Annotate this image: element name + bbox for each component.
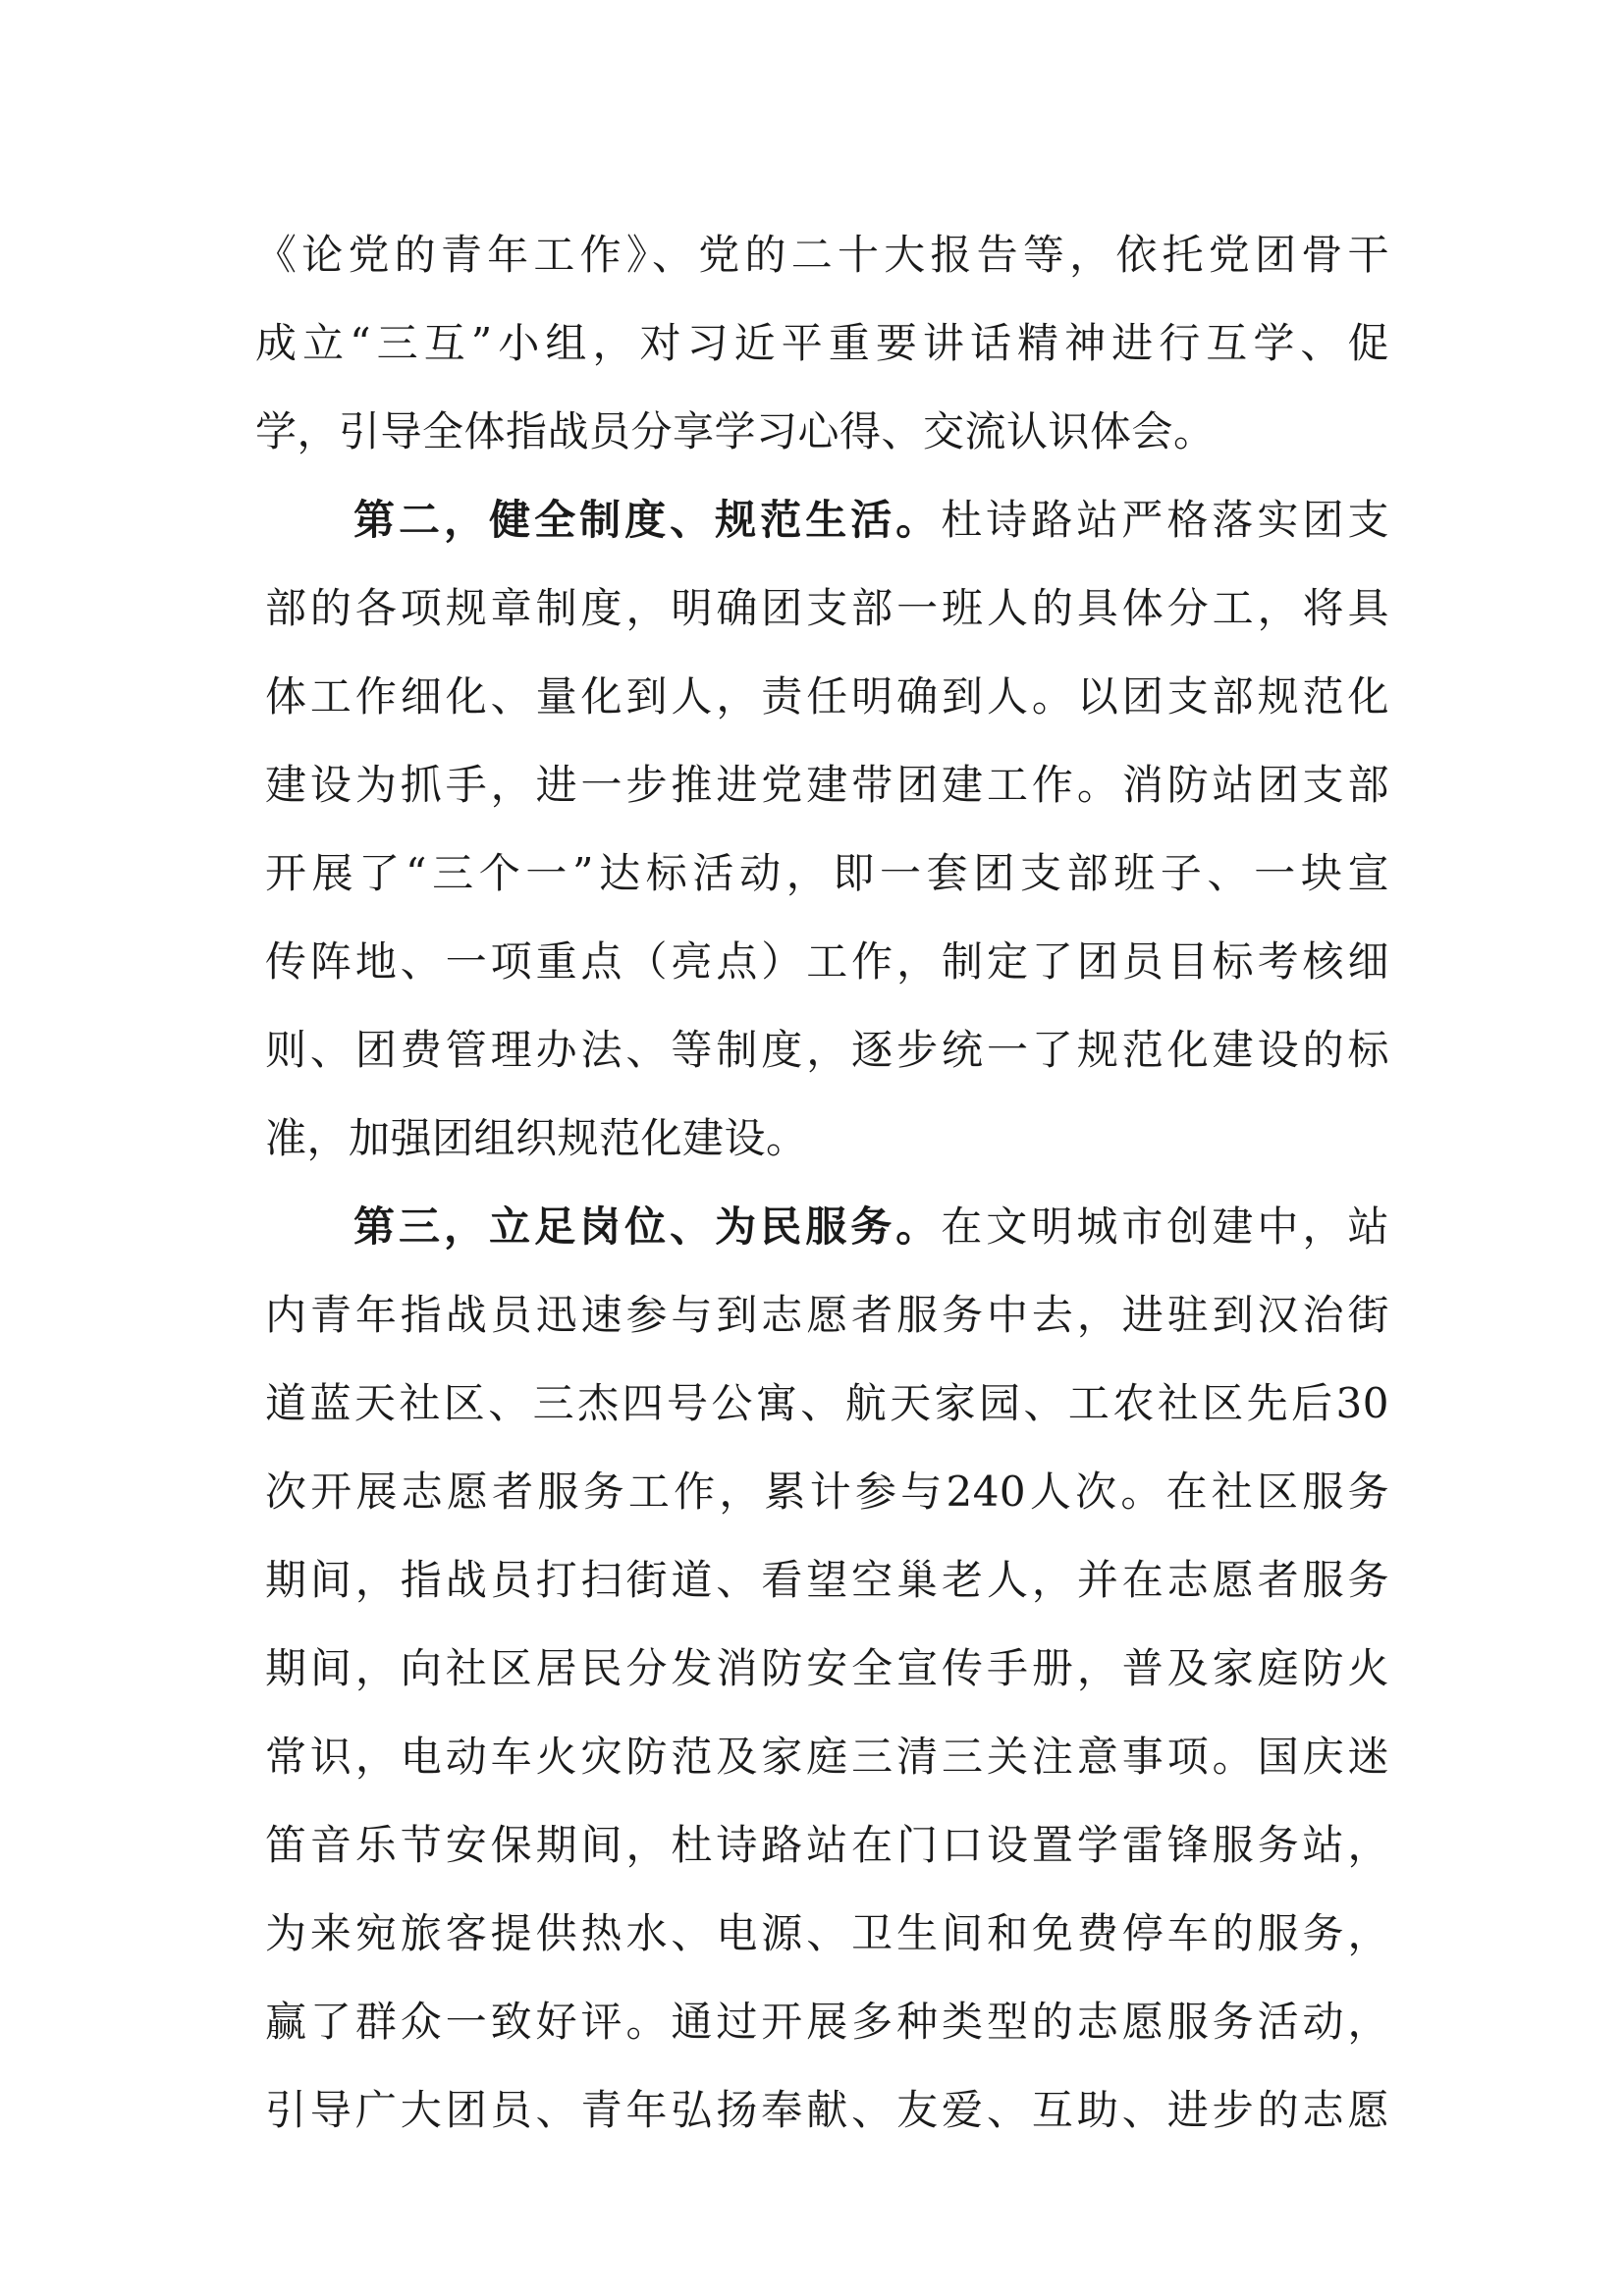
text-line: 道蓝天社区、三杰四号公寓、航天家园、工农社区先后30	[265, 1379, 1389, 1427]
text-line: 准，加强团组织规范化建设。	[265, 1114, 808, 1162]
text-line: 次开展志愿者服务工作，累计参与240人次。在社区服务	[265, 1468, 1389, 1516]
text-line: 部的各项规章制度，明确团支部一班人的具体分工，将具	[265, 584, 1389, 632]
document-page	[255, 211, 1389, 2155]
text-line: 为来宛旅客提供热水、电源、卫生间和免费停车的服务，	[265, 1909, 1389, 1957]
text-line: 《论党的青年工作》、党的二十大报告等，依托党团骨干	[255, 231, 1389, 279]
section-heading: 第三，立足岗位、为民服务。	[353, 1202, 942, 1251]
text-run: 在文明城市创建中，站	[941, 1202, 1389, 1251]
text-line: 笛音乐节安保期间，杜诗路站在门口设置学雷锋服务站，	[265, 1821, 1389, 1869]
paragraph-study	[255, 211, 1389, 476]
paragraph-service	[255, 1183, 1389, 2155]
text-line: 常识，电动车火灾防范及家庭三清三关注意事项。国庆迷	[265, 1733, 1389, 1781]
text-line: 体工作细化、量化到人，责任明确到人。以团支部规范化	[265, 672, 1389, 721]
section-heading: 第二，健全制度、规范生活。	[353, 496, 942, 544]
text-line: 内青年指战员迅速参与到志愿者服务中去，进驻到汉治街	[265, 1291, 1389, 1339]
text-line: 期间，指战员打扫街道、看望空巢老人，并在志愿者服务	[265, 1556, 1389, 1604]
text-line: 学，引导全体指战员分享学习心得、交流认识体会。	[255, 407, 1216, 455]
text-line: 赢了群众一致好评。通过开展多种类型的志愿服务活动，	[265, 1998, 1389, 2046]
text-line	[255, 476, 1389, 564]
text-run: 杜诗路站严格落实团支	[941, 496, 1389, 544]
text-line: 引导广大团员、青年弘扬奉献、友爱、互助、进步的志愿	[265, 2086, 1389, 2134]
text-line: 则、团费管理办法、等制度，逐步统一了规范化建设的标	[265, 1026, 1389, 1074]
text-line	[255, 1183, 1389, 1271]
paragraph-system	[255, 476, 1389, 1183]
text-line: 开展了“三个一”达标活动，即一套团支部班子、一块宣	[265, 849, 1389, 897]
text-line: 传阵地、一项重点（亮点）工作，制定了团员目标考核细	[265, 937, 1389, 986]
text-line: 建设为抓手，进一步推进党建带团建工作。消防站团支部	[265, 761, 1389, 809]
text-line: 期间，向社区居民分发消防安全宣传手册，普及家庭防火	[265, 1644, 1389, 1692]
text-line: 成立“三互”小组，对习近平重要讲话精神进行互学、促	[255, 319, 1389, 367]
